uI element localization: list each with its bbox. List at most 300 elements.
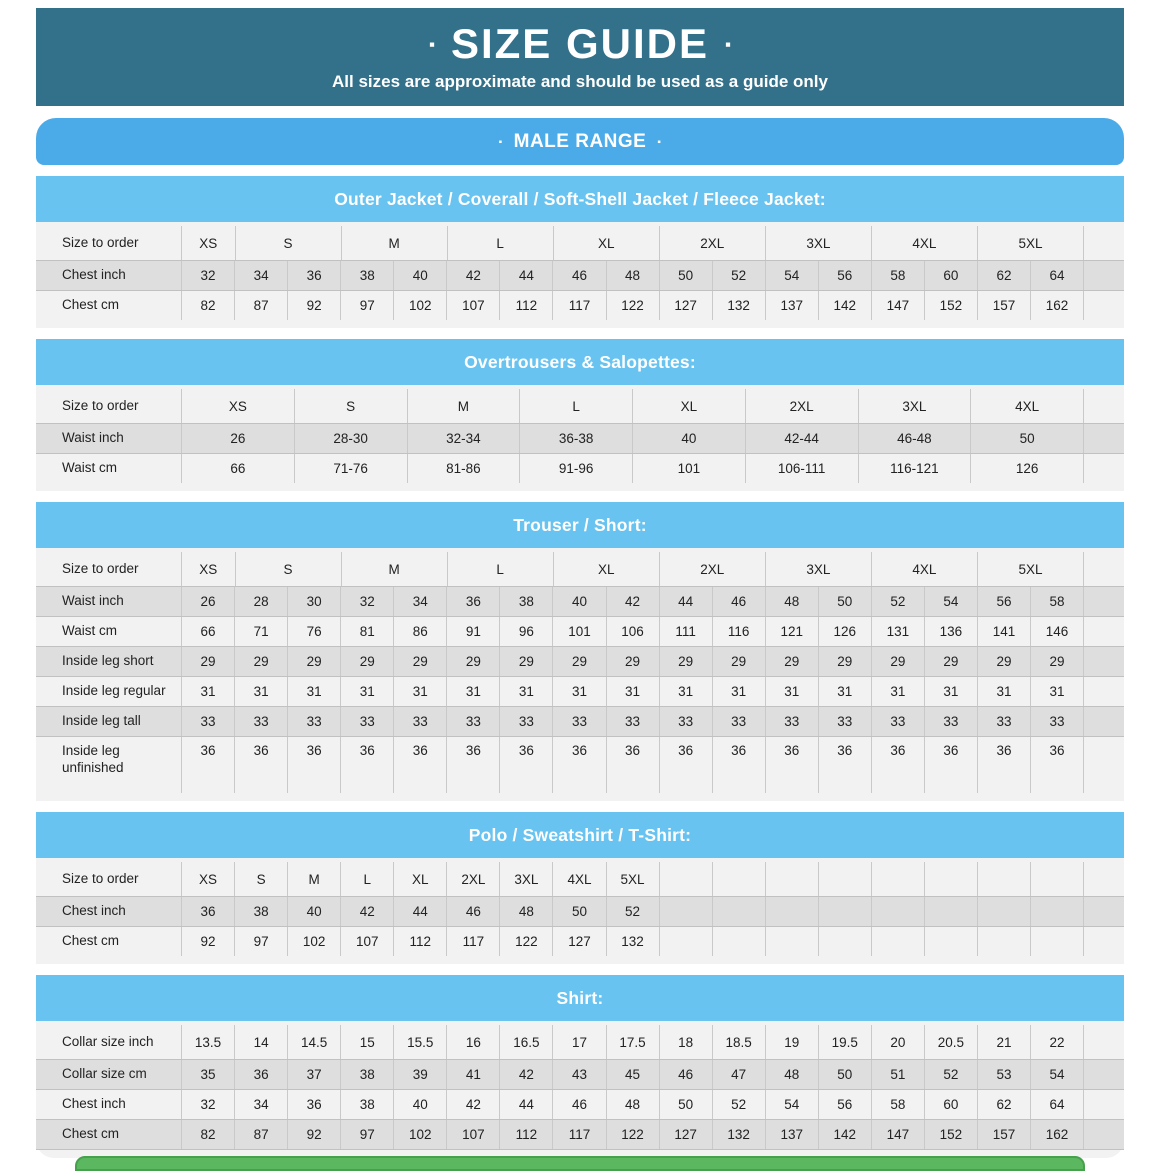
table-cell: 2XL [446, 862, 499, 896]
row-cells [181, 1120, 1083, 1149]
table-cell-trailing [1083, 1025, 1124, 1059]
table-cell: 2XL [659, 226, 765, 260]
table-cell: 4XL [552, 862, 605, 896]
table-cell: 29 [499, 647, 552, 676]
table-cell: 141 [977, 617, 1030, 646]
table-cell: 56 [818, 261, 871, 290]
table-cell: 87 [234, 291, 287, 320]
table-cell: 127 [659, 291, 712, 320]
table-cell: 38 [499, 587, 552, 616]
table-cell: XL [632, 389, 745, 423]
table-cell: 126 [818, 617, 871, 646]
table-cell: 5XL [977, 552, 1083, 586]
table-cell: 36 [818, 737, 871, 793]
table-cell-empty [765, 862, 818, 896]
table-row [36, 677, 1124, 706]
table-cell: 38 [234, 897, 287, 926]
table-cell: 52 [712, 1090, 765, 1119]
table-cell: 36 [606, 737, 659, 793]
table-row [36, 737, 1124, 793]
table-cell: 31 [765, 677, 818, 706]
table-cell: 36 [446, 587, 499, 616]
table-cell: 48 [606, 261, 659, 290]
table-cell: 33 [765, 707, 818, 736]
square-bullet-icon: ▪ [725, 35, 732, 54]
table-body [36, 385, 1124, 491]
row-label: Chest inch [62, 903, 126, 919]
table-body [36, 1021, 1124, 1158]
table-cell: 58 [871, 261, 924, 290]
table-cell: 36 [977, 737, 1030, 793]
table-cell-empty [712, 862, 765, 896]
table-cell: 40 [393, 1090, 446, 1119]
row-cells [181, 677, 1083, 706]
row-cells [181, 737, 1083, 793]
row-label: Size to order [62, 234, 139, 250]
table-row [36, 423, 1124, 454]
table-cell-trailing [1083, 677, 1124, 706]
table-cell: 81 [340, 617, 393, 646]
table-cell: 46 [446, 897, 499, 926]
table-cell: 64 [1030, 261, 1083, 290]
table-cell: 127 [552, 927, 605, 956]
square-bullet-icon: ▪ [428, 35, 435, 54]
table-cell: 33 [552, 707, 605, 736]
table-cell: 33 [659, 707, 712, 736]
table-cell: 82 [181, 291, 234, 320]
table-cell-trailing [1083, 226, 1124, 260]
row-label: Size to order [62, 560, 139, 576]
table-cell-trailing [1083, 897, 1124, 926]
table-cell-empty [1030, 927, 1083, 956]
table-cell: XL [553, 226, 659, 260]
table-cell: 60 [924, 1090, 977, 1119]
table-cell: 50 [970, 424, 1083, 453]
table-cell: 86 [393, 617, 446, 646]
table-cell: 33 [340, 707, 393, 736]
table-cell: 97 [340, 1120, 393, 1149]
table-cell-empty [871, 862, 924, 896]
table-cell: 32 [340, 587, 393, 616]
table-row [36, 586, 1124, 617]
table-cell: 36 [924, 737, 977, 793]
table-cell: 33 [1030, 707, 1083, 736]
table-cell: 36 [287, 737, 340, 793]
row-cells [181, 707, 1083, 736]
table-cell: 162 [1030, 291, 1083, 320]
table-cell: XS [181, 226, 235, 260]
table-cell: 52 [871, 587, 924, 616]
row-label: Size to order [62, 870, 139, 886]
table-cell: M [341, 226, 447, 260]
table-cell: 29 [181, 647, 234, 676]
table-cell: 64 [1030, 1090, 1083, 1119]
table-cell: 29 [977, 647, 1030, 676]
row-label: Chest inch [62, 267, 126, 283]
table-cell: 107 [446, 291, 499, 320]
table-row [36, 617, 1124, 646]
table-cell: 38 [340, 1090, 393, 1119]
table-row [36, 454, 1124, 483]
row-cells [181, 1025, 1083, 1059]
table-cell: 36 [181, 897, 234, 926]
table-cell: 29 [871, 647, 924, 676]
row-cells [181, 424, 1083, 453]
table-cell: 34 [393, 587, 446, 616]
table-cell-empty [818, 897, 871, 926]
table-cell: 33 [977, 707, 1030, 736]
table-cell: 4XL [970, 389, 1083, 423]
size-table-shirt [36, 975, 1124, 1158]
table-cell: 36 [446, 737, 499, 793]
table-cell-trailing [1083, 261, 1124, 290]
table-cell: 26 [181, 424, 294, 453]
table-cell: 32 [181, 261, 234, 290]
table-cell: 31 [181, 677, 234, 706]
row-label: Waist cm [62, 460, 117, 476]
table-cell-trailing [1083, 1090, 1124, 1119]
table-cell: 31 [871, 677, 924, 706]
table-cell: 44 [499, 1090, 552, 1119]
table-cell-empty [871, 927, 924, 956]
table-row [36, 1119, 1124, 1150]
table-cell-trailing [1083, 1120, 1124, 1149]
table-title: Shirt: [36, 975, 1124, 1021]
table-cell: 48 [606, 1090, 659, 1119]
table-cell: 33 [924, 707, 977, 736]
table-cell: 37 [287, 1060, 340, 1089]
row-cells [181, 389, 1083, 423]
table-cell: 97 [340, 291, 393, 320]
table-cell: 91 [446, 617, 499, 646]
table-cell: 36 [287, 1090, 340, 1119]
table-cell: 71-76 [294, 454, 407, 483]
table-cell: 117 [552, 291, 605, 320]
table-cell-empty [712, 927, 765, 956]
table-row [36, 260, 1124, 291]
table-cell-empty [1030, 897, 1083, 926]
table-cell: 29 [287, 647, 340, 676]
row-cells [181, 291, 1083, 320]
table-cell: 31 [924, 677, 977, 706]
table-cell: 122 [499, 927, 552, 956]
table-cell: 36 [181, 737, 234, 793]
row-cells [181, 454, 1083, 483]
table-cell-empty [659, 862, 712, 896]
table-cell: 157 [977, 291, 1030, 320]
table-cell: 31 [340, 677, 393, 706]
row-label: Chest cm [62, 1126, 120, 1142]
table-cell-empty [977, 862, 1030, 896]
table-cell: 102 [393, 291, 446, 320]
table-cell: 58 [871, 1090, 924, 1119]
table-row [36, 291, 1124, 320]
table-cell: 29 [712, 647, 765, 676]
table-cell: 44 [659, 587, 712, 616]
table-cell: 112 [499, 291, 552, 320]
row-cells [181, 1060, 1083, 1089]
page-subtitle: All sizes are approximate and should be used as a guide only [332, 71, 828, 91]
table-cell: 132 [712, 1120, 765, 1149]
table-row [36, 1059, 1124, 1090]
table-cell: 29 [924, 647, 977, 676]
table-row [36, 706, 1124, 737]
table-cell: 36 [765, 737, 818, 793]
table-cell: XS [181, 552, 235, 586]
size-table-trouser-short [36, 502, 1124, 801]
table-cell: 40 [632, 424, 745, 453]
table-cell-empty [871, 897, 924, 926]
table-cell: 101 [552, 617, 605, 646]
table-cell: 31 [606, 677, 659, 706]
table-cell: M [407, 389, 520, 423]
table-cell: 38 [340, 261, 393, 290]
table-cell: 31 [499, 677, 552, 706]
table-row [36, 927, 1124, 956]
table-cell: 29 [234, 647, 287, 676]
table-row [36, 1025, 1124, 1059]
table-cell: 5XL [977, 226, 1083, 260]
table-cell: 29 [818, 647, 871, 676]
table-cell: 46 [712, 587, 765, 616]
table-cell: 71 [234, 617, 287, 646]
male-range-banner [36, 118, 1124, 165]
row-cells [181, 226, 1083, 260]
table-cell: 54 [924, 587, 977, 616]
table-cell: 30 [287, 587, 340, 616]
table-cell: 147 [871, 1120, 924, 1149]
row-label: Inside leg tall [62, 713, 141, 729]
table-cell-trailing [1083, 552, 1124, 586]
table-cell: 29 [765, 647, 818, 676]
table-cell: 117 [446, 927, 499, 956]
table-cell: 31 [393, 677, 446, 706]
table-cell: 14.5 [287, 1025, 340, 1059]
row-cells [181, 587, 1083, 616]
table-cell: 3XL [765, 552, 871, 586]
row-cells [181, 261, 1083, 290]
row-label: Waist cm [62, 623, 117, 639]
table-cell: 46-48 [858, 424, 971, 453]
table-cell: 142 [818, 1120, 871, 1149]
table-cell: 127 [659, 1120, 712, 1149]
table-cell: 116-121 [858, 454, 971, 483]
table-cell: 102 [393, 1120, 446, 1149]
table-cell: 40 [287, 897, 340, 926]
table-cell-empty [765, 927, 818, 956]
square-bullet-icon: ▪ [657, 136, 662, 148]
table-cell: 112 [393, 927, 446, 956]
table-cell: 52 [712, 261, 765, 290]
table-cell: 46 [659, 1060, 712, 1089]
table-cell: 106 [606, 617, 659, 646]
table-cell: 36 [1030, 737, 1083, 793]
table-cell: 48 [765, 587, 818, 616]
table-cell: 42 [499, 1060, 552, 1089]
table-cell: 31 [446, 677, 499, 706]
size-table-overtrousers-salopettes [36, 339, 1124, 491]
table-cell: 42 [340, 897, 393, 926]
table-cell: 36 [552, 737, 605, 793]
table-title: Outer Jacket / Coverall / Soft-Shell Jacket / Fleece Jacket: [36, 176, 1124, 222]
table-row [36, 1090, 1124, 1119]
table-cell: 29 [552, 647, 605, 676]
table-cell: 18.5 [712, 1025, 765, 1059]
table-cell: 45 [606, 1060, 659, 1089]
table-cell: 19.5 [818, 1025, 871, 1059]
table-cell: 131 [871, 617, 924, 646]
table-cell: 50 [659, 1090, 712, 1119]
table-cell: 33 [446, 707, 499, 736]
table-cell: 20.5 [924, 1025, 977, 1059]
table-cell: 26 [181, 587, 234, 616]
table-cell: 152 [924, 1120, 977, 1149]
table-cell: 36 [287, 261, 340, 290]
table-cell: 18 [659, 1025, 712, 1059]
table-cell: 132 [606, 927, 659, 956]
table-cell: 54 [765, 261, 818, 290]
table-cell: 2XL [745, 389, 858, 423]
table-cell-empty [818, 927, 871, 956]
row-cells [181, 647, 1083, 676]
table-cell: 29 [606, 647, 659, 676]
table-cell: 162 [1030, 1120, 1083, 1149]
table-cell: 66 [181, 617, 234, 646]
table-cell: 112 [499, 1120, 552, 1149]
row-label: Chest cm [62, 933, 120, 949]
table-cell: 33 [181, 707, 234, 736]
table-cell: 50 [659, 261, 712, 290]
table-cell-trailing [1083, 647, 1124, 676]
table-body [36, 548, 1124, 801]
table-cell: XL [553, 552, 659, 586]
table-cell: 132 [712, 291, 765, 320]
table-cell: 31 [977, 677, 1030, 706]
table-cell: 92 [287, 291, 340, 320]
table-cell: S [235, 226, 341, 260]
table-cell: 97 [234, 927, 287, 956]
table-cell: 33 [234, 707, 287, 736]
row-label: Collar size cm [62, 1066, 147, 1082]
table-cell: 16.5 [499, 1025, 552, 1059]
table-cell: 16 [446, 1025, 499, 1059]
table-cell: 122 [606, 1120, 659, 1149]
table-cell: 116 [712, 617, 765, 646]
table-cell: 31 [1030, 677, 1083, 706]
table-cell-empty [924, 862, 977, 896]
square-bullet-icon: ▪ [498, 136, 503, 148]
table-cell: 111 [659, 617, 712, 646]
table-cell: 34 [234, 1090, 287, 1119]
table-cell: 106-111 [745, 454, 858, 483]
row-cells [181, 552, 1083, 586]
table-cell: 107 [340, 927, 393, 956]
table-cell-trailing [1083, 737, 1124, 793]
table-cell: 122 [606, 291, 659, 320]
table-cell: 50 [818, 587, 871, 616]
table-row [36, 552, 1124, 586]
table-cell: 48 [765, 1060, 818, 1089]
table-cell: 40 [393, 261, 446, 290]
table-cell: L [447, 226, 553, 260]
male-range-label: MALE RANGE [513, 130, 647, 152]
table-cell: 31 [552, 677, 605, 706]
table-cell: 87 [234, 1120, 287, 1149]
table-row [36, 226, 1124, 260]
table-cell: S [294, 389, 407, 423]
table-body [36, 222, 1124, 328]
table-cell: 50 [552, 897, 605, 926]
table-cell: 117 [552, 1120, 605, 1149]
table-cell: 20 [871, 1025, 924, 1059]
table-cell: 29 [659, 647, 712, 676]
table-cell: 22 [1030, 1025, 1083, 1059]
table-cell: 13.5 [181, 1025, 234, 1059]
table-cell: 19 [765, 1025, 818, 1059]
table-cell: 92 [181, 927, 234, 956]
table-cell: 33 [871, 707, 924, 736]
size-tables [0, 176, 1160, 1158]
table-cell: 21 [977, 1025, 1030, 1059]
table-cell-trailing [1083, 454, 1124, 483]
table-cell: 137 [765, 291, 818, 320]
table-cell: 60 [924, 261, 977, 290]
table-cell: 157 [977, 1120, 1030, 1149]
table-cell: 42 [446, 1090, 499, 1119]
table-cell: 107 [446, 1120, 499, 1149]
table-cell-trailing [1083, 291, 1124, 320]
size-table-outer-jacket [36, 176, 1124, 328]
table-cell: 66 [181, 454, 294, 483]
table-cell-trailing [1083, 617, 1124, 646]
table-cell: 15 [340, 1025, 393, 1059]
table-cell: 126 [970, 454, 1083, 483]
table-cell: 2XL [659, 552, 765, 586]
table-cell: 36 [659, 737, 712, 793]
table-cell: 52 [924, 1060, 977, 1089]
table-cell: 48 [499, 897, 552, 926]
table-title: Polo / Sweatshirt / T-Shirt: [36, 812, 1124, 858]
table-cell: 36 [340, 737, 393, 793]
table-cell: 76 [287, 617, 340, 646]
row-cells [181, 1090, 1083, 1119]
table-title: Overtrousers & Salopettes: [36, 339, 1124, 385]
table-cell-empty [818, 862, 871, 896]
table-cell: L [447, 552, 553, 586]
row-label: Chest inch [62, 1096, 126, 1112]
table-cell-trailing [1083, 927, 1124, 956]
table-cell-empty [765, 897, 818, 926]
table-cell: 121 [765, 617, 818, 646]
table-row [36, 896, 1124, 927]
table-cell-trailing [1083, 1060, 1124, 1089]
table-cell: 50 [818, 1060, 871, 1089]
row-cells [181, 897, 1083, 926]
table-cell: 17 [552, 1025, 605, 1059]
row-label: Collar size inch [62, 1033, 154, 1049]
table-cell: S [234, 862, 287, 896]
table-cell: 36 [499, 737, 552, 793]
table-cell-trailing [1083, 707, 1124, 736]
table-cell-empty [1030, 862, 1083, 896]
table-cell: 62 [977, 1090, 1030, 1119]
table-cell: 35 [181, 1060, 234, 1089]
table-cell: S [235, 552, 341, 586]
table-cell: 29 [340, 647, 393, 676]
page-title: SIZE GUIDE [450, 19, 710, 67]
page-title-line [428, 19, 732, 67]
table-cell-trailing [1083, 587, 1124, 616]
